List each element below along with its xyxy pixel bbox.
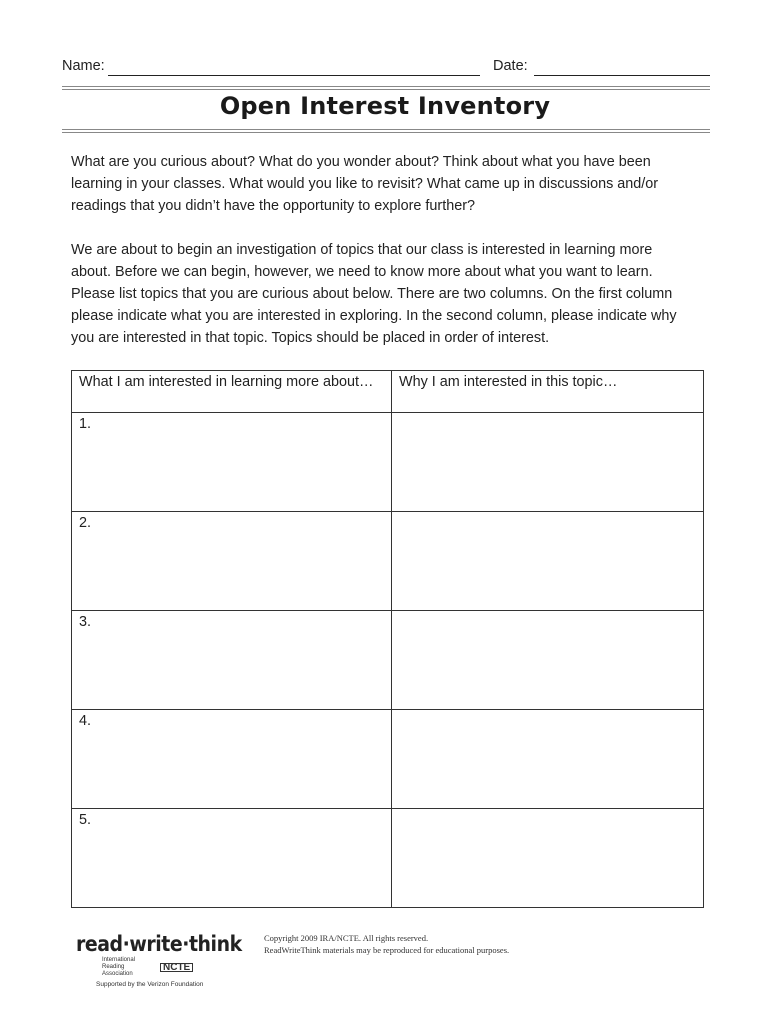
reason-cell-4[interactable]	[392, 710, 704, 809]
reason-cell-2[interactable]	[392, 512, 704, 611]
reason-cell-1[interactable]	[392, 413, 704, 512]
intro-line: learning in your classes. What would you like to revisit? What came up in discussions and/or	[71, 176, 659, 192]
readwritethink-logo	[76, 932, 242, 988]
copyright-notice	[264, 932, 509, 956]
ira-logo-text: International Reading Association	[102, 957, 136, 977]
interest-cell-2[interactable]: 2.	[72, 512, 392, 611]
ncte-logo-text: NCTE	[160, 963, 193, 972]
instructions-line: please indicate what you are interested in exploring. In the second column, please indicate why	[71, 308, 677, 324]
title-rule-1	[62, 129, 710, 130]
header-fields	[62, 58, 710, 80]
logo-wordmark: read·write·think	[76, 932, 242, 956]
date-label: Date:	[493, 58, 528, 74]
page-title: Open Interest Inventory	[219, 92, 551, 120]
table-row	[72, 809, 704, 908]
instructions-paragraph	[71, 239, 711, 349]
table-header-row	[72, 371, 704, 413]
logo-support-text: Supported by the Verizon Foundation	[96, 981, 204, 988]
column-header-reason: Why I am interested in this topic…	[392, 371, 704, 413]
table-row	[72, 413, 704, 512]
instructions-line: you are interested in that topic. Topics should be placed in order of interest.	[71, 330, 550, 346]
name-label: Name:	[62, 58, 105, 74]
interest-cell-5[interactable]: 5.	[72, 809, 392, 908]
reason-cell-5[interactable]	[392, 809, 704, 908]
table-row	[72, 512, 704, 611]
date-field-line[interactable]	[534, 75, 710, 76]
copyright-line: ReadWriteThink materials may be reproduced for educational purposes.	[264, 945, 510, 955]
reason-cell-3[interactable]	[392, 611, 704, 710]
table-row	[72, 611, 704, 710]
interest-table	[71, 370, 704, 908]
top-rule-2	[62, 89, 710, 90]
table-row	[72, 710, 704, 809]
interest-cell-4[interactable]: 4.	[72, 710, 392, 809]
instructions-line: about. Before we can begin, however, we need to know more about what you want to learn.	[71, 264, 653, 280]
column-header-interest: What I am interested in learning more about…	[72, 371, 392, 413]
top-rule-1	[62, 86, 710, 87]
copyright-line: Copyright 2009 IRA/NCTE. All rights reserved.	[264, 933, 429, 943]
title-rule-2	[62, 132, 710, 133]
interest-cell-3[interactable]: 3.	[72, 611, 392, 710]
instructions-line: We are about to begin an investigation of topics that our class is interested in learning more	[71, 242, 653, 258]
interest-cell-1[interactable]: 1.	[72, 413, 392, 512]
logo-partners	[76, 957, 236, 988]
intro-line: readings that you didn’t have the opportunity to explore further?	[71, 198, 475, 214]
name-field-line[interactable]	[108, 75, 480, 76]
intro-paragraph	[71, 151, 711, 217]
instructions-line: Please list topics that you are curious about below. There are two columns. On the first column	[71, 286, 673, 302]
intro-line: What are you curious about? What do you wonder about? Think about what you have been	[71, 154, 651, 170]
